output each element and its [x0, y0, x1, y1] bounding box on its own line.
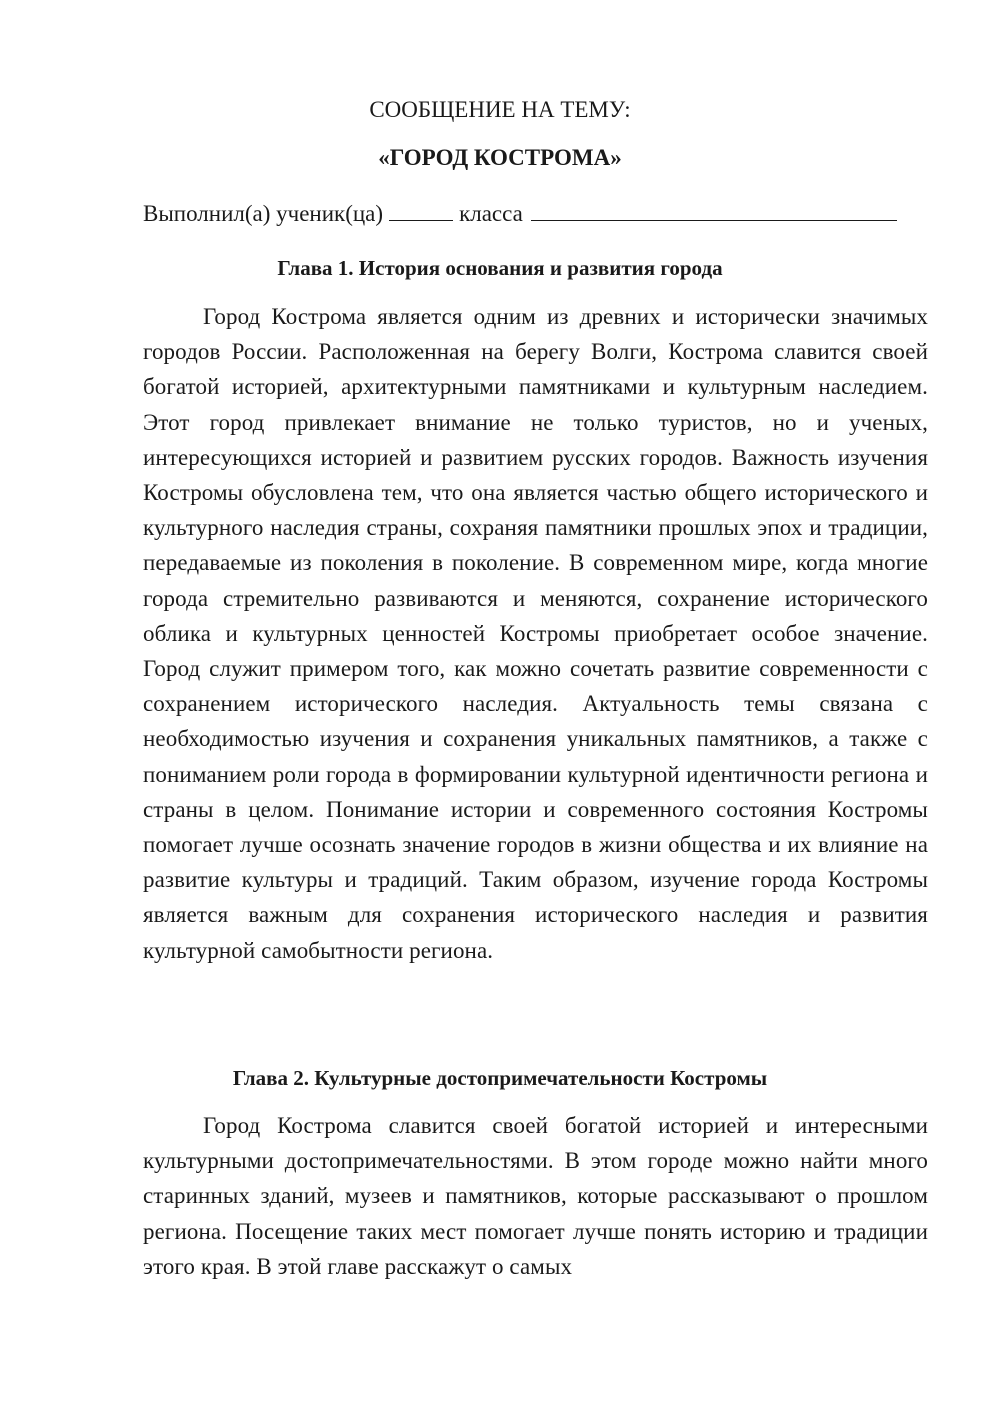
document-title-line2: «ГОРОД КОСТРОМА»: [378, 145, 622, 170]
student-name-blank: [531, 198, 897, 221]
author-line: [143, 198, 933, 229]
chapter-2-paragraph: Город Кострома славится своей богатой историей и интересными культурными достопримечательностями. В этом городе можно найти много старинных зданий, музеев и памятников, которые рассказывают о прошлом региона. Посещение таких мест помогает лучше понять историю и традиции этого края. В этой главе расскажут о самых: [143, 1113, 928, 1279]
author-prefix: Выполнил(а) ученик(ца): [143, 201, 384, 226]
chapter-1-heading: Глава 1. История основания и развития города: [277, 256, 723, 280]
class-number-blank: [389, 198, 453, 221]
document-title-line1: СООБЩЕНИЕ НА ТЕМУ:: [369, 97, 631, 122]
chapter-2-heading: Глава 2. Культурные достопримечательности Костромы: [232, 1066, 768, 1090]
chapter-1-paragraph: Город Кострома является одним из древних и исторически значимых городов России. Расположенная на берегу Волги, Кострома славится своей богатой историей, архитектурными памятниками и культурным наследием. Этот город привлекает внимание не только туристов, но и ученых, интересующихся историей и развитием русских городов. Важность изучения Костромы обусловлена тем, что она является частью общего исторического и культурного наследия страны, сохраняя памятники прошлых эпох и традиции, передаваемые из поколения в поколение. В современном мире, когда многие города стремительно развиваются и меняются, сохранение исторического облика и культурных ценностей Костромы приобретает особое значение. Город служит примером того, как можно сочетать развитие современности с сохранением исторического наследия. Актуальность темы связана с необходимостью изучения и сохранения уникальных памятников, а также с пониманием роли города в формировании культурной идентичности региона и страны в целом. Понимание истории и современного состояния Костромы помогает лучше осознать значение городов в жизни общества и их влияние на развитие культуры и традиций. Таким образом, изучение города Костромы является важным для сохранения исторического наследия и развития культурной самобытности региона.: [143, 304, 928, 963]
author-class-label: класса: [459, 201, 523, 226]
